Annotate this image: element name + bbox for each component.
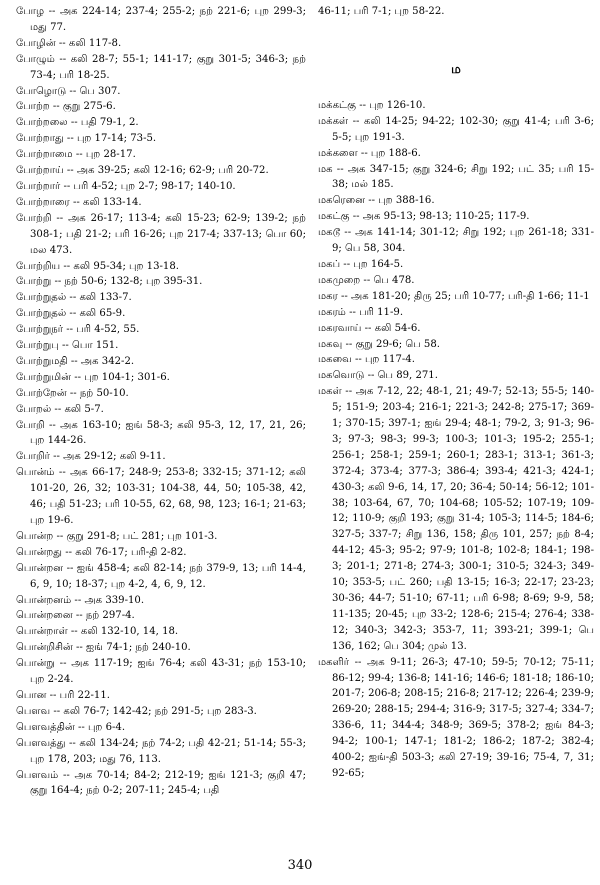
index-entry: மகவை -- புற 117-4.	[318, 354, 415, 366]
index-entry: மகடூ -- அக 141-14; 301-12; சிறு 192; புற 261-18; 331-9; பெ 58, 304.	[318, 227, 594, 255]
index-entry: போழொடு -- பெ 307.	[16, 85, 121, 97]
section-letter-heading: ம	[451, 61, 461, 76]
index-entry: பௌவம் -- அக 70-14; 84-2; 212-19; ஐங் 121-3; குறி 47; குறு 164-4; நற் 0-2; 207-11; 245-4; பதி	[16, 769, 306, 797]
index-entry: பொன்றன -- ஐங் 458-4; கலி 82-14; நற் 379-9, 13; பரி 14-4, 6, 9, 10; 18-37; புற 4-2, 4, 6, 9, 12.	[16, 562, 306, 590]
index-entry: போற்றுதல் -- கலி 133-7.	[16, 292, 132, 304]
index-entry: மகட்கு -- அக 95-13; 98-13; 110-25; 117-9.	[318, 211, 530, 223]
index-entry: மகவு -- குறு 29-6; பெ 58.	[318, 338, 440, 350]
index-entry: மகளிர் -- அக 9-11; 26-3; 47-10; 59-5; 70-12; 75-11; 86-12; 99-4; 136-8; 141-16; 146-6; 181-18; 186-10; 201-7; 206-8; 208-15; 216-8; 217-12; 226-4; 239-9; 269-20; 288-15; 294-4; 316-9; 317-5; 327-4; 334-7; 336-6, 11; 344-4; 348-9; 369-5; 378-2; ஐங் 84-3; 94-2; 100-1; 147-1; 181-2; 186-2; 187-2; 382-4; 400-2; ஐங்-தி 503-3; கலி 27-19; 39-16; 75-4, 7, 31; 92-65;	[318, 656, 594, 779]
index-entry: போற்றார் -- பரி 4-52; புற 2-7; 98-17; 140-10.	[16, 180, 236, 192]
page-number: 340	[287, 858, 313, 873]
index-entry: பொன்றாள் -- கலி 132-10, 14, 18.	[16, 626, 179, 638]
left-column	[16, 4, 306, 799]
index-entry: பௌவத்தின் -- புற 6-4.	[16, 721, 126, 733]
index-entry: பொன்றனை -- நற் 297-4.	[16, 610, 135, 622]
index-entry: பொன -- பரி 22-11.	[16, 689, 110, 701]
right-column	[318, 4, 594, 782]
index-entry: போற்றிய -- கலி 95-34; புற 13-18.	[16, 260, 179, 272]
index-entry: போற்றாரை -- கலி 133-14.	[16, 196, 142, 208]
index-entry: போற்றாமை -- புற 28-17.	[16, 149, 136, 161]
index-entry: போறல் -- கலி 5-7.	[16, 403, 104, 415]
index-entry: போறி -- அக 163-10; ஐங் 58-3; கலி 95-3, 12, 17, 21, 26; புற 144-26.	[16, 419, 306, 447]
index-entry: போற்றுதல் -- கலி 65-9.	[16, 308, 126, 320]
index-entry: பொன்றனம் -- அக 339-10.	[16, 594, 145, 606]
index-entry: மகவொடு -- பெ 89, 271.	[318, 370, 438, 382]
index-entry: மக்கட்கு -- புற 126-10.	[318, 99, 426, 111]
index-entry: பௌவத்து -- கலி 134-24; நற் 74-2; பதி 42-21; 51-14; 55-3; புற 178, 203; மது 76, 113.	[16, 737, 306, 765]
index-entry: பொன்றது -- கலி 76-17; பரி-தி 2-82.	[16, 546, 187, 558]
index-entry: போற்றுமின் -- புற 104-1; 301-6.	[16, 371, 170, 383]
index-entry: போற்றேன் -- நற் 50-10.	[16, 387, 129, 399]
index-entry: மகப் -- புற 164-5.	[318, 258, 404, 270]
index-entry: போற்றாது -- புற 17-14; 73-5.	[16, 133, 157, 145]
index-entry: மக்கள் -- கலி 14-25; 94-22; 102-30; குறு 41-4; பரி 3-6; 5-5; புற 191-3.	[318, 115, 594, 143]
index-entry: போற்றுநர் -- பரி 4-52, 55.	[16, 324, 140, 336]
index-entry: 46-11; பரி 7-1; புற 58-22.	[318, 6, 445, 17]
index-entry: பொன்று -- அக 117-19; ஐங் 76-4; கலி 43-31; நற் 153-10; புற 2-24.	[16, 658, 306, 686]
index-entry: மகரெனை -- புற 388-16.	[318, 195, 435, 207]
index-entry: போறிர் -- அக 29-12; கலி 9-11.	[16, 451, 166, 463]
index-entry: போழின் -- கலி 117-8.	[16, 37, 122, 49]
index-entry: போற்றாய் -- அக 39-25; கலி 12-16; 62-9; பரி 20-72.	[16, 165, 269, 177]
index-entry: பொன்றிசின் -- ஐங் 74-1; நற் 240-10.	[16, 642, 191, 654]
index-entry: போற்றுபு -- பொ 151.	[16, 340, 119, 352]
index-entry: மகரவாய் -- கலி 54-6.	[318, 322, 421, 334]
index-entry: போற்றி -- அக 26-17; 113-4; கலி 15-23; 62-9; 139-2; நற் 308-1; பதி 21-2; பரி 16-26; புற 217-4; 337-13; பொ 60; மல 473.	[16, 212, 306, 256]
index-entry: மகரம் -- பரி 11-9.	[318, 306, 404, 318]
index-entry: போழ -- அக 224-14; 237-4; 255-2; நற் 221-6; புற 299-3; மது 77.	[16, 6, 306, 33]
index-entry: பொன்ம் -- அக 66-17; 248-9; 253-8; 332-15; 371-12; கலி 101-20, 26, 32; 103-31; 104-38, 44, 50; 105-38, 42, 46; பதி 51-23; பரி 10-55, 62, 68, 98, 123; 16-1; 21-63; புற 19-6.	[16, 467, 306, 526]
index-entry: மகர -- அக 181-20; திரு 25; பரி 10-77; பரி-தி 1-66; 11-1	[318, 290, 590, 302]
index-entry: போற்றுமதி -- அக 342-2.	[16, 355, 135, 367]
index-entry: மகமுறை -- பெ 478.	[318, 274, 415, 286]
index-entry: மக -- அக 347-15; குறு 324-6; சிறு 192; பட் 35; பரி 15-38; மல் 185.	[318, 163, 594, 191]
index-entry: போழும் -- கலி 28-7; 55-1; 141-17; குறு 301-5; 346-3; நற் 73-4; பரி 18-25.	[16, 53, 306, 81]
index-entry: மக்களை -- புற 188-6.	[318, 147, 421, 159]
index-entry: போற்ற -- குறு 275-6.	[16, 101, 116, 113]
index-entry: போற்றலை -- பதி 79-1, 2.	[16, 117, 139, 129]
index-entry: பௌவ -- கலி 76-7; 142-42; நற் 291-5; புற 283-3.	[16, 705, 257, 717]
index-entry: போற்று -- நற் 50-6; 132-8; புற 395-31.	[16, 276, 203, 288]
index-entry: மகள் -- அக 7-12, 22; 48-1, 21; 49-7; 52-13; 55-5; 140-5; 151-9; 203-4; 216-1; 221-3; 242-8; 275-17; 369-1; 370-15; 397-1; ஐங் 29-4; 48-1; 79-2, 3; 91-3; 96-3; 97-3; 98-3; 99-3; 100-3; 101-3; 195-2; 255-1; 256-1; 258-1; 259-1; 260-1; 283-1; 313-1; 361-3; 372-4; 373-4; 377-3; 386-4; 393-4; 421-3; 424-1; 430-3; கலி 9-6, 14, 17, 20; 36-4; 50-14; 56-12; 101-38; 103-64, 67, 70; 104-68; 105-52; 107-19; 109-12; 110-9; குறி 193; குறு 31-4; 105-3; 114-5; 184-6; 327-5; 337-7; சிறு 136, 158; திரு 101, 257; நற் 8-4; 44-12; 45-3; 95-2; 97-9; 101-8; 102-8; 184-1; 198-3; 201-1; 271-8; 274-3; 300-1; 310-5; 324-3; 349-10; 353-5; பட் 260; பதி 13-15; 16-3; 22-17; 23-23; 30-36; 44-7; 51-10; 67-11; பரி 6-98; 8-69; 9-9, 58; 11-135; 20-45; புற 33-2; 128-6; 215-4; 276-4; 338-12; 340-3; 342-3; 353-7, 11; 393-21; 399-1; பெ 136, 162; பெ 304; முல் 13.	[318, 386, 594, 652]
index-entry: பொன்ற -- குறு 291-8; பட் 281; புற 101-3.	[16, 530, 218, 542]
